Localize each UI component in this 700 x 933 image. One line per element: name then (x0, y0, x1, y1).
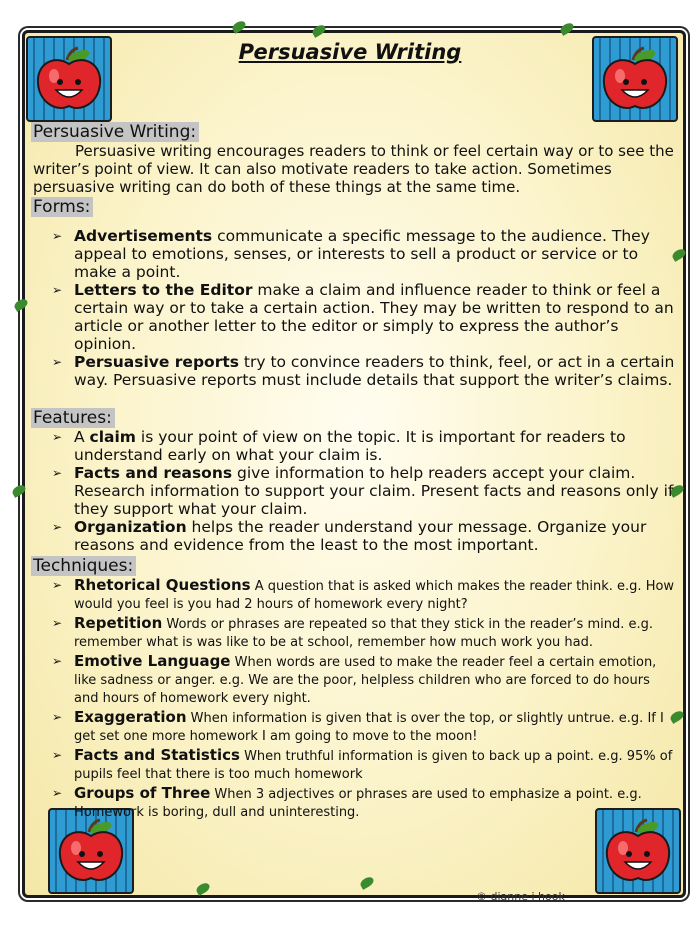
list-item (52, 708, 677, 746)
arrow-bullet-icon: ➢ (52, 710, 63, 724)
list-item (52, 464, 677, 518)
item-term: Rhetorical Questions (74, 576, 251, 594)
arrow-bullet-icon: ➢ (52, 355, 63, 369)
item-term: Exaggeration (74, 708, 187, 726)
arrow-bullet-icon: ➢ (52, 229, 63, 243)
page-title: Persuasive Writing (238, 40, 462, 64)
arrow-bullet-icon: ➢ (52, 520, 63, 534)
list-item (52, 784, 677, 822)
item-text: is your point of view on the topic. It is important for readers to understand early on what your claim is. (74, 428, 626, 464)
item-term: Facts and Statistics (74, 746, 240, 764)
item-text: give information to help readers accept your claim. Research information to support your claim. Present facts and reasons only if they support what your claim. (74, 464, 674, 518)
list-item (52, 576, 677, 614)
list-item (52, 652, 677, 708)
item-term: Facts and reasons (74, 464, 233, 482)
section-heading-persuasive-writing: Persuasive Writing: (31, 122, 199, 142)
item-term: Advertisements (74, 227, 213, 245)
item-text: When information is given that is over the top, or slightly untrue. e.g. If I get set one more homework I am going to move to the moon! (74, 711, 664, 744)
forms-list (52, 227, 677, 389)
arrow-bullet-icon: ➢ (52, 654, 63, 668)
item-text: When words are used to make the reader feel a certain emotion, like sadness or anger. e.g. We are the poor, helpless children who are forced to do hours and hours of homework every night. (74, 655, 657, 706)
section-heading-forms: Forms: (31, 197, 93, 217)
item-text: When truthful information is given to back up a point. e.g. 95% of pupils feel that there is too much homework (74, 749, 673, 782)
item-term: Organization (74, 518, 187, 536)
arrow-bullet-icon: ➢ (52, 786, 63, 800)
list-item (52, 746, 677, 784)
arrow-bullet-icon: ➢ (52, 578, 63, 592)
techniques-list (52, 576, 677, 822)
list-item (52, 227, 677, 281)
list-item (52, 428, 677, 464)
arrow-bullet-icon: ➢ (52, 616, 63, 630)
apple-icon (56, 818, 126, 886)
features-list (52, 428, 677, 554)
item-term: claim (89, 428, 136, 446)
section-heading-features: Features: (31, 408, 115, 428)
item-term: Letters to the Editor (74, 281, 253, 299)
item-text: communicate a specific message to the audience. They appeal to emotions, senses, or interests to sell a product or service or to make a point. (74, 227, 650, 281)
item-text: A question that is asked which makes the reader think. e.g. How would you feel is you had 2 hours of homework every night? (74, 579, 675, 612)
copyright-credit: © dianne j hook (476, 890, 565, 903)
item-term: Emotive Language (74, 652, 231, 670)
list-item (52, 281, 677, 353)
item-term: Groups of Three (74, 784, 211, 802)
arrow-bullet-icon: ➢ (52, 748, 63, 762)
item-text: helps the reader understand your message. Organize your reasons and evidence from the least to the most important. (74, 518, 647, 554)
item-term: Repetition (74, 614, 163, 632)
arrow-bullet-icon: ➢ (52, 466, 63, 480)
list-item (52, 518, 677, 554)
item-term: Persuasive reports (74, 353, 239, 371)
item-text: Words or phrases are repeated so that they stick in the reader’s mind. e.g. remember what is was like to be at school, remember how much work you had. (74, 617, 654, 650)
item-text: When 3 adjectives or phrases are used to emphasize a point. e.g. Homework is boring, dull and uninteresting. (74, 787, 642, 820)
arrow-bullet-icon: ➢ (52, 430, 63, 444)
arrow-bullet-icon: ➢ (52, 283, 63, 297)
item-prefix: A (74, 428, 90, 446)
item-text: make a claim and influence reader to think or feel a certain way or to take a certain action. They may be written to respond to an article or another letter to the editor or simply to express the author’s opinion. (74, 281, 674, 353)
apple-icon (603, 818, 673, 886)
list-item (52, 614, 677, 652)
item-text: try to convince readers to think, feel, or act in a certain way. Persuasive reports must include details that support the writer’s claims. (74, 353, 675, 389)
list-item (52, 353, 677, 389)
section-heading-techniques: Techniques: (31, 556, 136, 576)
intro-paragraph: Persuasive writing encourages readers to think or feel certain way or to see the writer’s point of view. It can also motivate readers to take action. Sometimes persuasive writing can do both of these things at the same time. (33, 142, 674, 196)
